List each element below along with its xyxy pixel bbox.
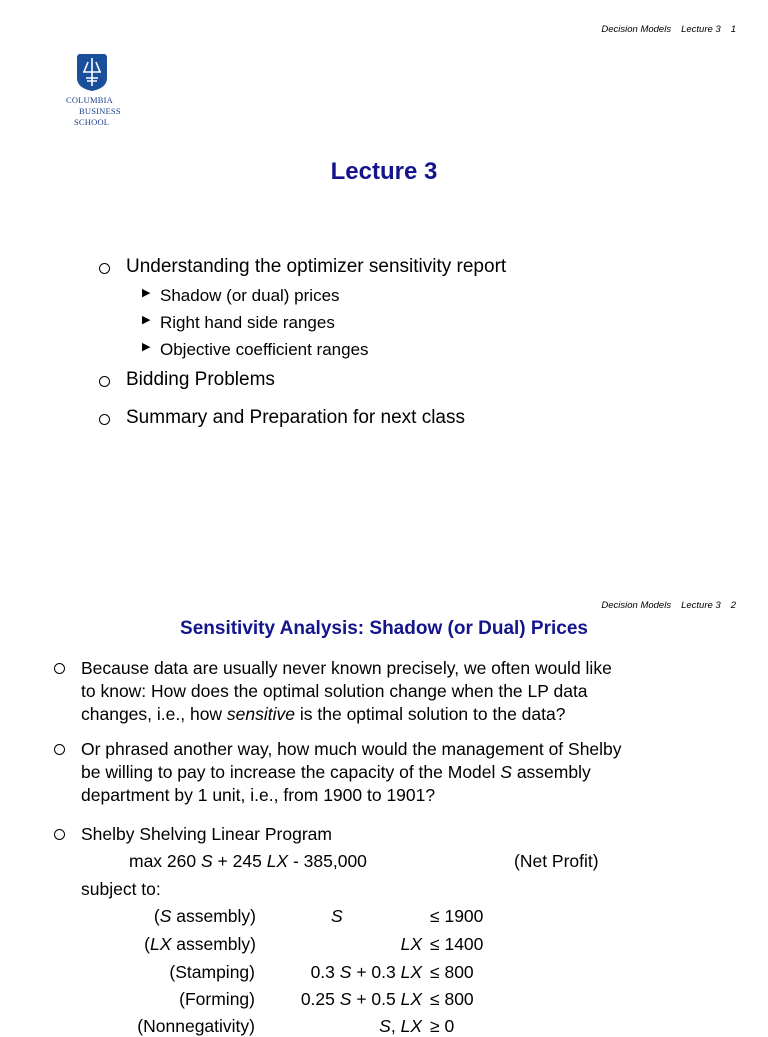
logo-text-line3: SCHOOL: [74, 117, 110, 127]
paragraph-line: Because data are usually never known precisely, we often would like: [81, 658, 612, 678]
circle-bullet-icon: [99, 376, 110, 387]
variable-text: S: [500, 762, 512, 782]
bullet-text: Understanding the optimizer sensitivity report: [126, 256, 507, 277]
paragraph-line: changes, i.e., how sensitive is the optimal solution to the data?: [81, 704, 566, 724]
constraint-label: (LX assembly): [144, 934, 256, 954]
logo-text-line2: BUSINESS: [79, 106, 121, 116]
constraint-lhs: 0.25 S + 0.5 LX: [300, 989, 422, 1009]
circle-bullet-icon: [54, 829, 65, 840]
page-number: 1: [730, 24, 736, 35]
constraint-label: (S assembly): [153, 906, 256, 926]
lp-objective: max 260 S + 245 LX - 385,000: [129, 851, 367, 871]
lecture-label: Lecture 3: [681, 600, 721, 611]
triangle-bullet-icon: ▶: [142, 341, 151, 353]
slide1-title: Lecture 3: [330, 158, 438, 185]
sub-bullet-text: Shadow (or dual) prices: [160, 286, 340, 305]
constraint-rhs: ≤ 800: [430, 962, 474, 982]
circle-bullet-icon: [54, 663, 65, 674]
circle-bullet-icon: [99, 414, 110, 425]
triangle-bullet-icon: ▶: [142, 287, 151, 299]
paragraph-line: to know: How does the optimal solution change when the LP data: [81, 681, 588, 701]
constraint-lhs: S, LX: [379, 1016, 422, 1036]
lp-heading: Shelby Shelving Linear Program: [81, 824, 332, 844]
constraint-lhs: LX: [400, 934, 422, 954]
triangle-bullet-icon: ▶: [142, 314, 151, 326]
circle-bullet-icon: [54, 744, 65, 755]
constraint-rhs: ≤ 1900: [430, 906, 484, 926]
constraint-rhs: ≥ 0: [430, 1016, 455, 1036]
circle-bullet-icon: [99, 263, 110, 274]
constraint-label: (Nonnegativity): [137, 1016, 255, 1036]
emphasis-text: sensitive: [226, 704, 296, 724]
slide1-header: [591, 24, 736, 35]
lp-objective-note: (Net Profit): [514, 851, 599, 871]
constraint-lhs: S: [331, 906, 343, 926]
logo-text-line1: COLUMBIA: [66, 95, 113, 105]
sub-bullet-text: Objective coefficient ranges: [160, 340, 369, 359]
page-number: 2: [730, 600, 736, 611]
lp-subject-to: subject to:: [81, 879, 161, 899]
paragraph-line: be willing to pay to increase the capacity of the Model S assembly: [81, 762, 591, 782]
course-name: Decision Models: [601, 600, 672, 611]
paragraph-line: Or phrased another way, how much would the management of Shelby: [81, 739, 622, 759]
bullet-text: Summary and Preparation for next class: [126, 407, 465, 428]
constraint-label: (Stamping): [169, 962, 255, 982]
constraint-rhs: ≤ 800: [430, 989, 474, 1009]
paragraph-line: department by 1 unit, i.e., from 1900 to 1901?: [81, 785, 436, 805]
constraint-lhs: 0.3 S + 0.3 LX: [310, 962, 422, 982]
lecture-label: Lecture 3: [681, 24, 721, 35]
constraint-label: (Forming): [179, 989, 255, 1009]
bullet-text: Bidding Problems: [126, 369, 275, 390]
course-name: Decision Models: [601, 24, 672, 35]
crown-shield-icon: [76, 52, 108, 92]
slide2-title: Sensitivity Analysis: Shadow (or Dual) Prices: [180, 618, 588, 639]
constraint-rhs: ≤ 1400: [430, 934, 484, 954]
sub-bullet-text: Right hand side ranges: [160, 313, 335, 332]
slide2-header: [591, 600, 736, 611]
